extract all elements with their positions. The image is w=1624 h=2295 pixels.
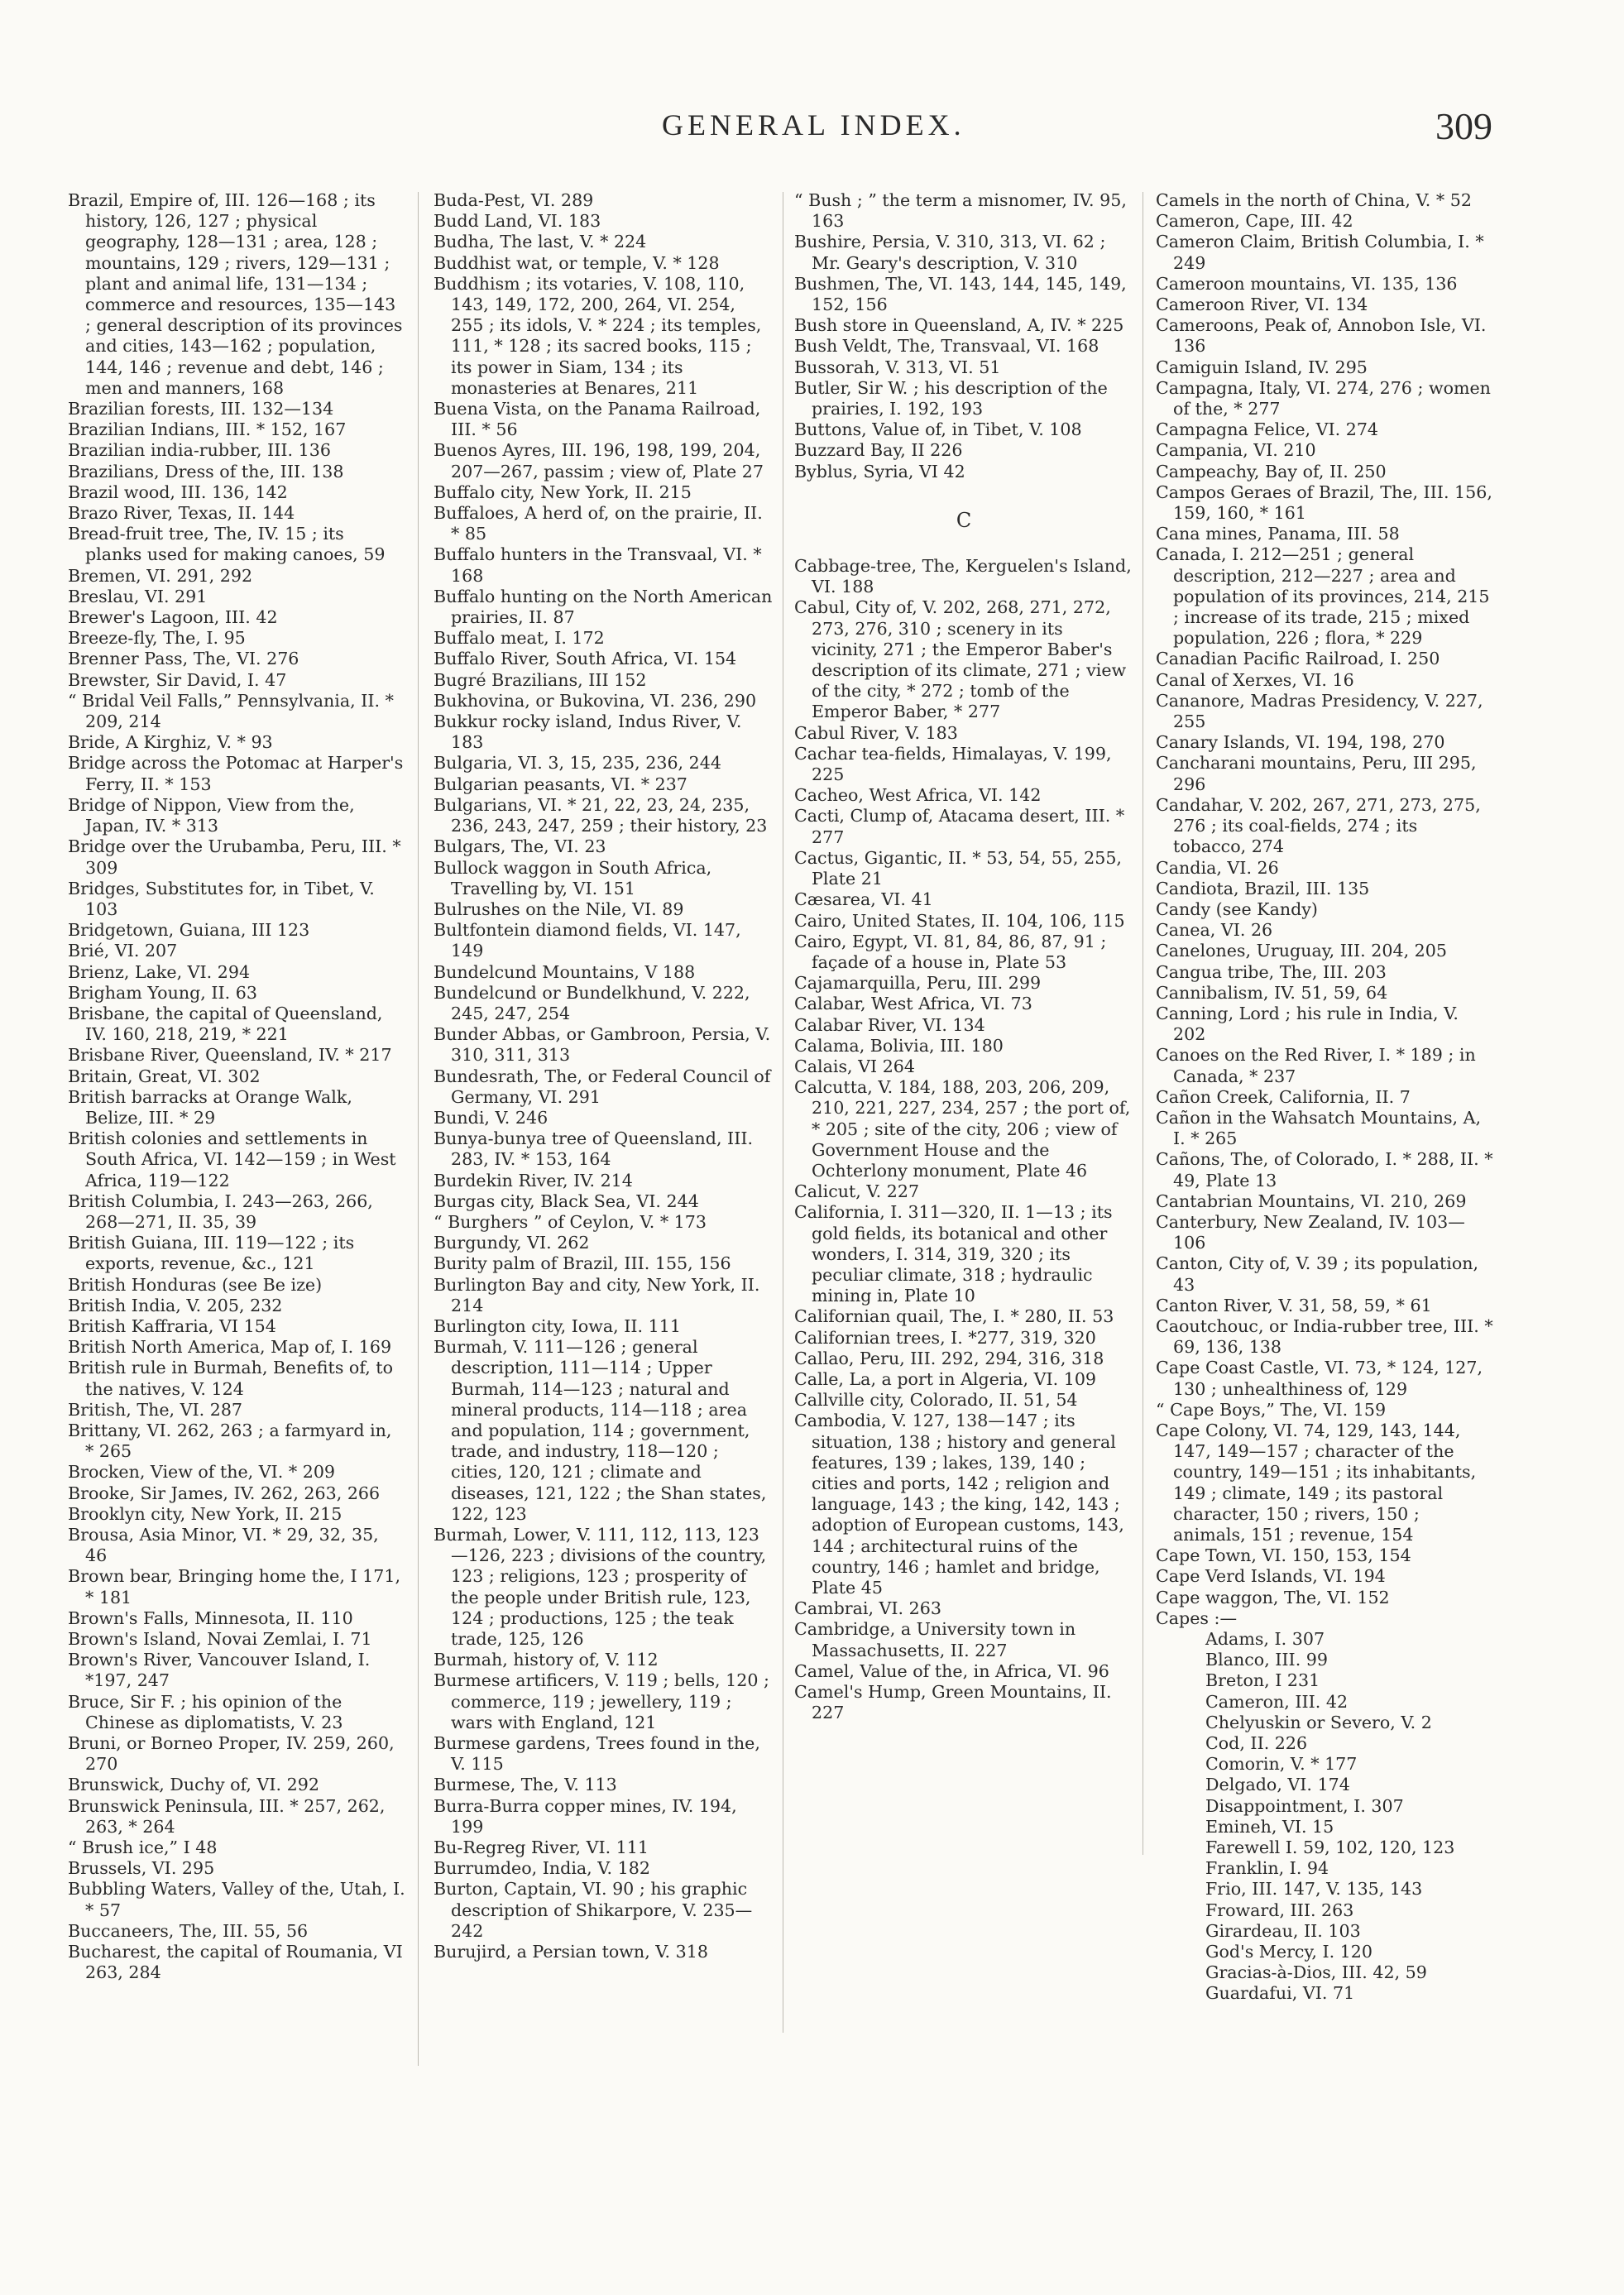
index-entry: Bubbling Waters, Valley of the, Utah, I. * 57 [68,1879,405,1920]
index-entry: “ Cape Boys,” The, VI. 159 [1156,1399,1387,1420]
index-entry: Brisbane River, Queensland, IV. * 217 [68,1045,392,1066]
index-entry: Buzzard Bay, II 226 [794,440,963,461]
index-entry: Cancharani mountains, Peru, III 295, 296 [1156,753,1477,794]
index-entry: Bundesrath, The, or Federal Council of Germany, VI. 291 [434,1066,771,1107]
index-entry: Cabul River, V. 183 [794,722,958,743]
index-entry: Campeachy, Bay of, II. 250 [1156,461,1387,482]
index-entry: Brenner Pass, The, VI. 276 [68,649,299,669]
section-letter: C [956,508,972,532]
index-entry: Bu-Regreg River, VI. 111 [434,1837,649,1858]
index-subentry: Adams, I. 307 [1205,1629,1325,1650]
index-entry: Cananore, Madras Presidency, V. 227, 255 [1156,690,1483,732]
index-entry: Campagna, Italy, VI. 274, 276 ; women of the, * 277 [1156,377,1491,419]
index-entry: Cana mines, Panama, III. 58 [1156,524,1400,544]
index-entry: “ Bush ; ” the term a misnomer, IV. 95, 163 [794,190,1127,232]
index-entry: Cañon Creek, California, II. 7 [1156,1086,1411,1107]
index-entry: Cannibalism, IV. 51, 59, 64 [1156,982,1388,1003]
index-entry: Cañon in the Wahsatch Mountains, A, I. * 265 [1156,1107,1482,1149]
index-entry: Butler, Sir W. ; his description of the prairies, I. 192, 193 [794,377,1108,419]
index-entry: Brousa, Asia Minor, VI. * 29, 32, 35, 46 [68,1525,379,1566]
index-entry: Canadian Pacific Railroad, I. 250 [1156,649,1440,669]
index-entry: “ Bridal Veil Falls,” Pennsylvania, II. * 209, 214 [68,690,394,732]
index-entry: Brazil wood, III. 136, 142 [68,482,288,502]
index-entry: Bulgarians, VI. * 21, 22, 23, 24, 235, 236, 243, 247, 259 ; their history, 23 [434,794,768,836]
index-entry: Cameroon mountains, VI. 135, 136 [1156,273,1458,294]
index-entry: Buffalo hunting on the North American prairies, II. 87 [434,586,773,628]
index-entry: Camels in the north of China, V. * 52 [1156,190,1472,210]
index-entry: Bremen, VI. 291, 292 [68,565,253,586]
index-column-2 [434,190,773,1962]
index-entry: Cæsarea, VI. 41 [794,889,933,910]
page-header [0,105,1624,157]
index-entry: Brazo River, Texas, II. 144 [68,503,295,524]
index-entry: Cañons, The, of Colorado, I. * 288, II. * 49, Plate 13 [1156,1149,1493,1191]
index-entry: Burujird, a Persian town, V. 318 [434,1942,708,1962]
index-entry: Bullock waggon in South Africa, Travelling by, VI. 151 [434,857,712,898]
index-entry: Candiota, Brazil, III. 135 [1156,878,1370,898]
index-entry: Cajamarquilla, Peru, III. 299 [794,973,1042,994]
index-subentry: Disappointment, I. 307 [1205,1795,1404,1816]
index-entry: Burdekin River, IV. 214 [434,1170,633,1191]
index-entry: Brazil, Empire of, III. 126—168 ; its history, 126, 127 ; physical geography, 128—131 ; area, 128 ; mountains, 129 ; rivers, 129—131 ; plant and animal life, 131—134 ; commerce and resources, 135—143 ; general description of its provinces and cities, 143—162 ; population, 144, 146 ; revenue and debt, 146 ; men and manners, 168 [68,190,403,398]
column-rule [418,192,419,2066]
index-entry: Buffalo city, New York, II. 215 [434,482,692,502]
index-subentry: Comorin, V. * 177 [1205,1754,1358,1775]
index-entry: Buffalo hunters in the Transvaal, VI. * 168 [434,544,762,586]
index-entry: Calcutta, V. 184, 188, 203, 206, 209, 210, 221, 227, 234, 257 ; the port of, * 205 ; site of the city, 206 ; view of Government House and the Ochterlony monument, Plate 46 [794,1077,1131,1181]
index-entry: Bultfontein diamond fields, VI. 147, 149 [434,920,741,961]
index-entry: California, I. 311—320, II. 1—13 ; its gold fields, its botanical and other wonders, I. 314, 319, 320 ; its peculiar climate, 318 ; hydraulic mining in, Plate 10 [794,1202,1113,1306]
index-entry: Budd Land, VI. 183 [434,211,601,232]
index-entry: Bush Veldt, The, Transvaal, VI. 168 [794,336,1099,357]
index-entry: Canada, I. 212—251 ; general description, 212—227 ; area and population of its provinces, 214, 215 ; increase of its trade, 215 ; mixed population, 226 ; flora, * 229 [1156,544,1490,649]
index-subentry: Froward, III. 263 [1205,1900,1354,1920]
index-entry: Byblus, Syria, VI 42 [794,461,965,482]
index-subentry: Girardeau, II. 103 [1205,1920,1361,1941]
index-column-4 [1156,190,1495,2005]
index-entry: British Columbia, I. 243—263, 266, 268—271, II. 35, 39 [68,1191,373,1232]
index-entry: “ Burghers ” of Ceylon, V. * 173 [434,1211,707,1232]
index-entry: Buffalo meat, I. 172 [434,628,605,649]
index-entry: Bundelcund or Bundelkhund, V. 222, 245, 247, 254 [434,982,750,1023]
index-entry: Campos Geraes of Brazil, The, III. 156, 159, 160, * 161 [1156,482,1492,524]
index-entry: Cameroon River, VI. 134 [1156,295,1368,315]
index-entry: Brazilians, Dress of the, III. 138 [68,461,344,482]
index-entry: Brazilian india-rubber, III. 136 [68,440,331,461]
index-entry: Breeze-fly, The, I. 95 [68,628,246,649]
index-entry: Canton, City of, V. 39 ; its population, 43 [1156,1253,1479,1295]
index-entry: Camel, Value of the, in Africa, VI. 96 [794,1660,1109,1681]
index-entry: Burgundy, VI. 262 [434,1233,590,1253]
index-entry: “ Brush ice,” I 48 [68,1837,218,1858]
index-entry: Burmah, history of, V. 112 [434,1650,659,1670]
index-entry: Callao, Peru, III. 292, 294, 316, 318 [794,1348,1104,1368]
index-entry: British Honduras (see Be ize) [68,1274,323,1295]
index-entry: Bridges, Substitutes for, in Tibet, V. 103 [68,878,375,919]
index-entry: Cameron Claim, British Columbia, I. * 249 [1156,232,1484,273]
index-subentry: Frio, III. 147, V. 135, 143 [1205,1879,1423,1900]
index-entry: Cacti, Clump of, Atacama desert, III. * 277 [794,806,1125,847]
index-entry: Bussorah, V. 313, VI. 51 [794,357,1001,377]
index-entry: British barracks at Orange Walk, Belize, III. * 29 [68,1086,352,1128]
index-entry: British colonies and settlements in South Africa, VI. 142—159 ; in West Africa, 119—122 [68,1128,396,1191]
index-entry: Capes :— [1156,1607,1238,1628]
index-entry: Bulrushes on the Nile, VI. 89 [434,898,684,919]
index-entry: British India, V. 205, 232 [68,1295,283,1315]
index-entry: Cabul, City of, V. 202, 268, 271, 272, 273, 276, 310 ; scenery in its vicinity, 271 ; the Emperor Baber's description of its climate, 271 ; view of the city, * 272 ; tomb of the Emperor Baber, * 277 [794,597,1127,722]
index-entry: Brown's Island, Novai Zemlai, I. 71 [68,1629,372,1650]
index-entry: Bundi, V. 246 [434,1107,549,1128]
index-entry: Burmah, V. 111—126 ; general description, 111—114 ; Upper Burmah, 114—123 ; natural and mineral products, 114—118 ; area and population, 114 ; government, trade, and industry, 118—120 ; cities, 120, 121 ; climate and diseases, 121, 122 ; the Shan states, 122, 123 [434,1337,767,1524]
index-entry: Burgas city, Black Sea, VI. 244 [434,1191,699,1211]
index-entry: Bread-fruit tree, The, IV. 15 ; its planks used for making canoes, 59 [68,524,386,565]
index-entry: Cangua tribe, The, III. 203 [1156,961,1387,982]
index-entry: Brittany, VI. 262, 263 ; a farmyard in, * 265 [68,1420,392,1462]
index-entry: Campania, VI. 210 [1156,440,1316,461]
index-entry: Calicut, V. 227 [794,1181,920,1202]
index-entry: Brewer's Lagoon, III. 42 [68,607,278,628]
index-entry: Cactus, Gigantic, II. * 53, 54, 55, 255, Plate 21 [794,847,1122,889]
index-entry: Calle, La, a port in Algeria, VI. 109 [794,1368,1097,1389]
index-entry: Canning, Lord ; his rule in India, V. 202 [1156,1003,1459,1045]
index-entry: Burmese artificers, V. 119 ; bells, 120 ; commerce, 119 ; jewellery, 119 ; wars with England, 121 [434,1670,769,1732]
index-entry: Bridge across the Potomac at Harper's Ferry, II. * 153 [68,753,404,794]
index-entry: Camel's Hump, Green Mountains, II. 227 [794,1682,1112,1723]
index-entry: Bruce, Sir F. ; his opinion of the Chinese as diplomatists, V. 23 [68,1691,343,1732]
index-subentry: God's Mercy, I. 120 [1205,1942,1372,1962]
index-entry: Candy (see Kandy) [1156,898,1318,919]
index-entry: Canea, VI. 26 [1156,920,1273,941]
index-subentry: Blanco, III. 99 [1205,1650,1328,1670]
index-entry: Cape waggon, The, VI. 152 [1156,1587,1390,1607]
running-title: GENERAL INDEX. [662,108,965,141]
index-entry: Cape Colony, VI. 74, 129, 143, 144, 147, 149—157 ; character of the country, 149—151 ; its inhabitants, 149 ; climate, 149 ; its pastoral character, 150 ; rivers, 150 ; animals, 151 ; revenue, 154 [1156,1420,1477,1545]
index-entry: Canterbury, New Zealand, IV. 103—106 [1156,1211,1465,1253]
index-entry: Canoes on the Red River, I. * 189 ; in Canada, * 237 [1156,1045,1476,1086]
index-entry: Budha, The last, V. * 224 [434,232,647,252]
index-entry: Cape Verd Islands, VI. 194 [1156,1566,1386,1587]
index-entry: Cape Town, VI. 150, 153, 154 [1156,1545,1411,1566]
index-entry: Bukkur rocky island, Indus River, V. 183 [434,711,742,753]
index-entry: Cachar tea-fields, Himalayas, V. 199, 225 [794,743,1112,785]
page-number: 309 [1435,105,1492,147]
index-entry: Bulgarian peasants, VI. * 237 [434,774,687,794]
index-subentry: Guardafui, VI. 71 [1205,1983,1355,2004]
index-entry: Buena Vista, on the Panama Railroad, III. * 56 [434,399,761,440]
index-entry: Californian trees, I. *277, 319, 320 [794,1327,1096,1348]
index-entry: Burmese gardens, Trees found in the, V. 115 [434,1733,760,1775]
index-entry: British, The, VI. 287 [68,1399,243,1420]
index-entry: Bride, A Kirghiz, V. * 93 [68,732,273,753]
index-entry: Bridge over the Urubamba, Peru, III. * 309 [68,836,401,878]
index-entry: Cacheo, West Africa, VI. 142 [794,785,1042,806]
index-entry: British rule in Burmah, Benefits of, to the natives, V. 124 [68,1358,393,1399]
index-entry: Burra-Burra copper mines, IV. 194, 199 [434,1795,737,1837]
index-entry: Brisbane, the capital of Queensland, IV. 160, 218, 219, * 221 [68,1003,383,1045]
index-entry: Brienz, Lake, VI. 294 [68,961,251,982]
index-entry: Buccaneers, The, III. 55, 56 [68,1920,309,1941]
index-column-3 [794,190,1133,1723]
index-entry: Camiguin Island, IV. 295 [1156,357,1368,377]
index-entry: Brié, VI. 207 [68,941,178,961]
index-entry: Bridge of Nippon, View from the, Japan, IV. * 313 [68,794,355,836]
index-entry: Californian quail, The, I. * 280, II. 53 [794,1306,1114,1327]
index-entry: Burity palm of Brazil, III. 155, 156 [434,1253,731,1274]
index-column-1 [68,190,405,1983]
index-entry: Campagna Felice, VI. 274 [1156,419,1379,440]
index-entry: Bruni, or Borneo Proper, IV. 259, 260, 270 [68,1733,395,1775]
index-subentry: Delgado, VI. 174 [1205,1775,1350,1795]
index-entry: Buffalo River, South Africa, VI. 154 [434,649,737,669]
index-entry: Brigham Young, II. 63 [68,982,257,1003]
index-entry: Burlington Bay and city, New York, II. 214 [434,1274,760,1315]
index-entry: Calais, VI 264 [794,1056,916,1076]
index-entry: Buenos Ayres, III. 196, 198, 199, 204, 207—267, passim ; view of, Plate 27 [434,440,764,482]
index-entry: Burrumdeo, India, V. 182 [434,1858,650,1879]
index-entry: Cambrai, VI. 263 [794,1598,941,1619]
index-entry: Callville city, Colorado, II. 51, 54 [794,1390,1078,1411]
index-entry: Canal of Xerxes, VI. 16 [1156,669,1354,690]
index-entry: Brown's Falls, Minnesota, II. 110 [68,1607,353,1628]
index-subentry: Chelyuskin or Severo, V. 2 [1205,1712,1432,1732]
index-entry: British Kaffraria, VI 154 [68,1315,276,1336]
index-entry: Burlington city, Iowa, II. 111 [434,1315,681,1336]
index-entry: British North America, Map of, I. 169 [68,1337,392,1358]
index-entry: Buddhist wat, or temple, V. * 128 [434,252,720,273]
index-subentry: Farewell I. 59, 102, 120, 123 [1205,1837,1455,1858]
index-entry: Bulgaria, VI. 3, 15, 235, 236, 244 [434,753,721,774]
index-entry: Brown bear, Bringing home the, I 171, * 181 [68,1566,400,1607]
index-entry: Brocken, View of the, VI. * 209 [68,1462,336,1483]
index-entry: Bulgars, The, VI. 23 [434,836,606,857]
index-entry: Bushire, Persia, V. 310, 313, VI. 62 ; Mr. Geary's description, V. 310 [794,232,1106,273]
index-entry: Brunswick, Duchy of, VI. 292 [68,1775,319,1795]
index-entry: Bushmen, The, VI. 143, 144, 145, 149, 152, 156 [794,273,1127,315]
index-entry: Brown's River, Vancouver Island, I. *197, 247 [68,1650,371,1691]
index-entry: Cameron, Cape, III. 42 [1156,211,1353,232]
index-entry: Cambridge, a University town in Massachusetts, II. 227 [794,1619,1076,1660]
index-entry: British Guiana, III. 119—122 ; its exports, revenue, &c., 121 [68,1233,355,1274]
index-entry: Bunya-bunya tree of Queensland, III. 283, IV. * 153, 164 [434,1128,754,1170]
index-subentry: Franklin, I. 94 [1205,1858,1329,1879]
index-entry: Buda-Pest, VI. 289 [434,190,594,210]
index-entry: Brooklyn city, New York, II. 215 [68,1503,343,1524]
index-entry: Buttons, Value of, in Tibet, V. 108 [794,419,1082,440]
index-subentry: Emineh, VI. 15 [1205,1816,1334,1837]
index-entry: Caoutchouc, or India-rubber tree, III. * 69, 136, 138 [1156,1315,1493,1358]
index-entry: Calabar, West Africa, VI. 73 [794,994,1032,1014]
index-entry: Brazilian Indians, III. * 152, 167 [68,419,347,440]
index-entry: Calabar River, VI. 134 [794,1014,985,1035]
index-entry: Cantabrian Mountains, VI. 210, 269 [1156,1191,1467,1211]
index-entry: Bridgetown, Guiana, III 123 [68,920,310,941]
index-entry: Buddhism ; its votaries, V. 108, 110, 143, 149, 172, 200, 264, VI. 254, 255 ; its idols, V. * 224 ; its temples, 111, * 128 ; its sacred books, 115 ; its power in Siam, 134 ; its monasteries at Benares, 211 [434,273,762,398]
index-entry: Bucharest, the capital of Roumania, VI 263, 284 [68,1942,403,1983]
index-entry: Bugré Brazilians, III 152 [434,669,647,690]
index-entry: Bunder Abbas, or Gambroon, Persia, V. 310, 311, 313 [434,1024,771,1066]
index-subentry: Gracias-à-Dios, III. 42, 59 [1205,1962,1427,1983]
index-entry: Brunswick Peninsula, III. * 257, 262, 263, * 264 [68,1795,386,1837]
index-subentry: Cod, II. 226 [1205,1733,1308,1754]
index-entry: Canton River, V. 31, 58, 59, * 61 [1156,1295,1432,1315]
index-entry: Cameroons, Peak of, Annobon Isle, VI. 136 [1156,315,1487,357]
index-entry: Burton, Captain, VI. 90 ; his graphic description of Shikarpore, V. 235—242 [434,1879,753,1941]
index-entry: Canelones, Uruguay, III. 204, 205 [1156,941,1447,961]
index-entry: Burmah, Lower, V. 111, 112, 113, 123—126, 223 ; divisions of the country, 123 ; religions, 123 ; prosperity of the people under British rule, 123, 124 ; productions, 125 ; the teak trade, 125, 126 [434,1525,767,1650]
index-entry: Candahar, V. 202, 267, 271, 273, 275, 276 ; its coal-fields, 274 ; its tobacco, 274 [1156,794,1481,857]
index-entry: Burmese, The, V. 113 [434,1775,617,1795]
index-entry: Bush store in Queensland, A, IV. * 225 [794,315,1124,336]
index-entry: Calama, Bolivia, III. 180 [794,1035,1004,1056]
index-entry: Brewster, Sir David, I. 47 [68,669,287,690]
index-subentry: Cameron, III. 42 [1205,1691,1349,1712]
index-entry: Cairo, Egypt, VI. 81, 84, 86, 87, 91 ; façade of a house in, Plate 53 [794,931,1107,972]
index-entry: Canary Islands, VI. 194, 198, 270 [1156,732,1445,753]
index-entry: Cairo, United States, II. 104, 106, 115 [794,910,1125,931]
index-entry: Brussels, VI. 295 [68,1858,215,1879]
index-entry: Britain, Great, VI. 302 [68,1066,261,1086]
index-entry: Breslau, VI. 291 [68,586,208,606]
index-entry: Brooke, Sir James, IV. 262, 263, 266 [68,1483,381,1503]
index-entry: Brazilian forests, III. 132—134 [68,399,334,419]
index-entry: Cambodia, V. 127, 138—147 ; its situation, 138 ; history and general features, 139 ; lakes, 139, 140 ; cities and ports, 142 ; religion and language, 143 ; the king, 142, 143 ; adoption of European customs, 143, 144 ; architectural ruins of the country, 146 ; hamlet and bridge, Plate 45 [794,1411,1124,1598]
index-entry: Bukhovina, or Bukovina, VI. 236, 290 [434,690,757,711]
index-entry: Bundelcund Mountains, V 188 [434,961,696,982]
index-subentry: Breton, I 231 [1205,1670,1320,1691]
index-entry: Candia, VI. 26 [1156,857,1279,878]
index-entry: Cape Coast Castle, VI. 73, * 124, 127, 130 ; unhealthiness of, 129 [1156,1358,1483,1399]
index-entry: Buffaloes, A herd of, on the prairie, II. * 85 [434,503,763,544]
index-entry: Cabbage-tree, The, Kerguelen's Island, VI. 188 [794,556,1132,597]
